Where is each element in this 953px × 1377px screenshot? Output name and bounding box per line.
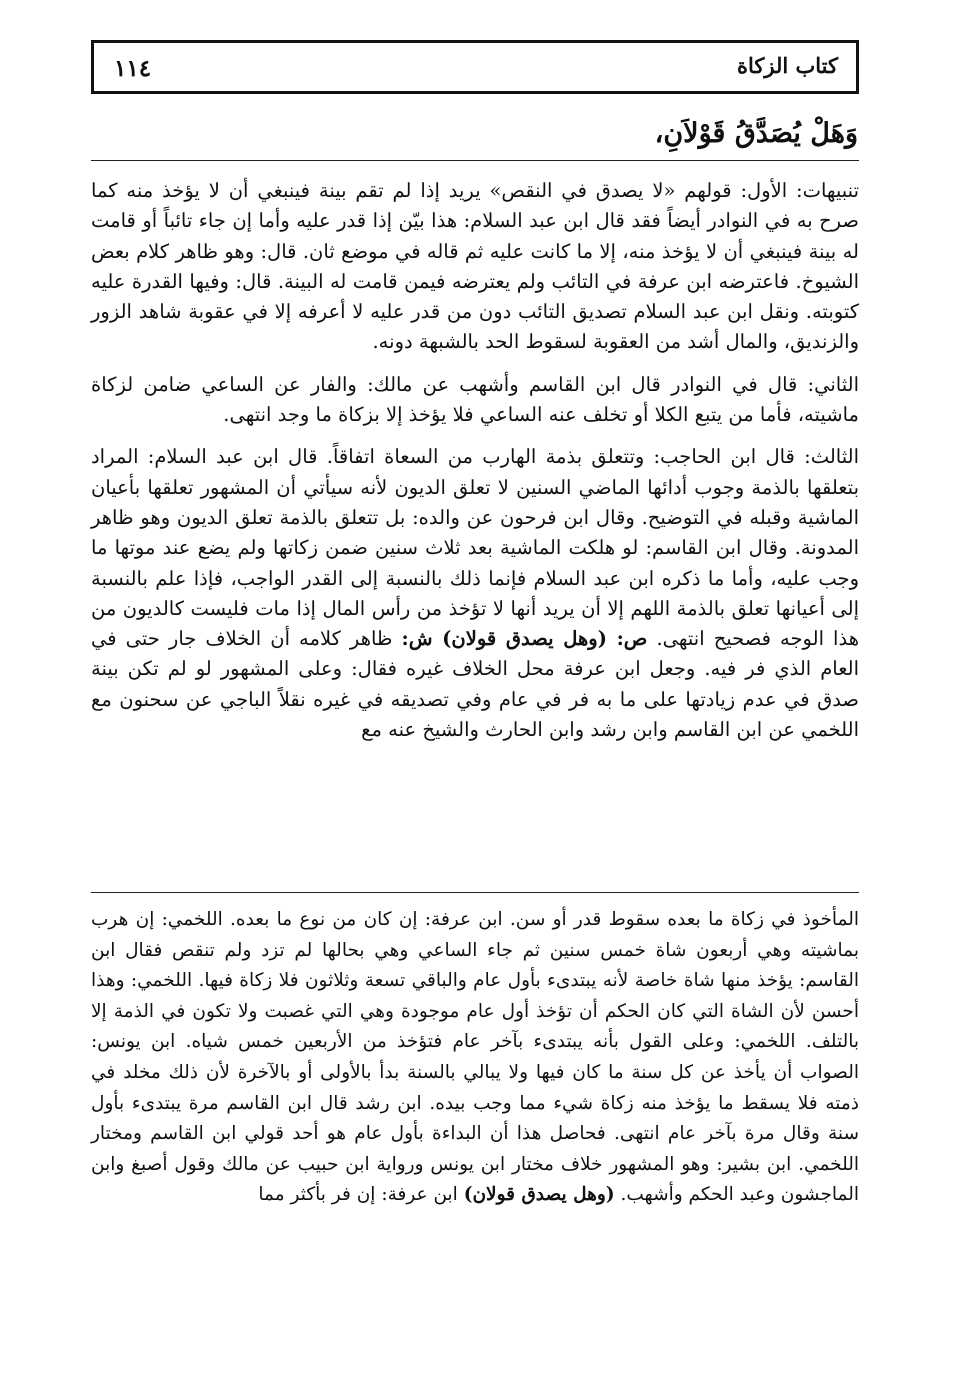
paragraph-third-note — [91, 442, 859, 745]
lower-matn-quote: (وهل يصدق قولان) — [463, 1184, 615, 1206]
matn-quote: ص: (وهل يصدق قولان) ش: — [401, 627, 648, 651]
lower-commentary — [91, 905, 859, 1211]
footnote-divider — [91, 892, 859, 893]
third-note-continuation: ظاهر كلامه أن الخلاف جار حتى في العام الذي فر فيه. وجعل ابن عرفة محل الخلاف غيره فقال: وعلى المشهور لو لم تكن بينة صدق في عدم زيادتها على ما به فر في عام وفي تصديقه في غيره نقلاً الباجي عن سحنون مع اللخمي عن ابن القاسم وابن رشد وابن الحارث والشيخ عنه مع — [91, 627, 859, 742]
book-title: كتاب الزكاة — [736, 53, 838, 78]
lower-text-continuation: ابن عرفة: إن فر بأكثر مما — [258, 1184, 464, 1206]
third-note-text: الثالث: قال ابن الحاجب: وتتعلق بذمة الهارب من السعاة اتفاقاً. قال ابن عبد السلام: المراد بتعلقها بالذمة وجوب أدائها الماضي السنين لا تعلق الديون لأنه سيأتي أن المشهور تعلقها بأعيان الماشية وقبله في التوضيح. وقال ابن فرحون عن والده: بل تتعلق بالذمة تعلق الديون وهو ظاهر المدونة. وقال ابن القاسم: لو هلكت الماشية بعد ثلاث سنين ضمن زكاتها ولم يضع عند موتها ما وجب عليه، وأما ما ذكره ابن عبد السلام فإنما ذلك بالنسبة إلى القدر الواجب، فإذا علم بالنسبة إلى أعيانها تعلق بالذمة اللهم إلا أن يريد أنها لا تؤخذ من رأس المال إذا مات فليست كالديون من هذا الوجه فصحيح انتهى. — [91, 445, 859, 651]
paragraph-second-note: الثاني: قال في النوادر قال ابن القاسم وأشهب عن مالك: والفار عن الساعي ضامن لزكاة ماشيته، فأما من يتبع الكلا أو تخلف عنه الساعي فلا يؤخذ إلا بزكاة ما وجد انتهى. — [91, 372, 859, 427]
sharh-commentary — [91, 176, 859, 745]
matn-divider — [91, 160, 859, 161]
page-number: ١١٤ — [114, 55, 152, 82]
lower-text: المأخوذ في زكاة ما بعده سقوط قدر أو سن. ابن عرفة: إن كان من نوع ما بعده. اللخمي: إن هرب بماشيته وهي أربعون شاة خمس سنين ثم جاء الساعي وهي بحالها لم تزد ولم تنقص فقال ابن القاسم: يؤخذ منها شاة خاصة لأنه يبتدىء بأول عام والباقي تسعة وثلاثون فلا زكاة فيها. اللخمي: وهذا أحسن لأن الشاة التي كان الحكم أن تؤخذ أول عام موجودة وهي التي غصبت ولا تكون في الذمة إلا بالتلف. اللخمي: وعلى القول بأنه يبتدىء بآخر عام فتؤخذ من الأربعين خمس شياه. ابن يونس: الصواب أن يأخذ عن كل سنة ما كان فيها ولا يبالي بالسنة بدأ بالأولى أو بالآخرة لأن ذلك مخلد في ذمته فلا يسقط ما يؤخذ منه زكاة شيء مما وجب بيده. ابن رشد قال ابن القاسم مرة يبتدىء بأول سنة وقال مرة بآخر عام انتهى. فحاصل هذا أن البداءة بأول عام هو أحد قولي ابن القاسم ومختار اللخمي. ابن بشير: وهو المشهور خلاف مختار ابن يونس ورواية ابن حبيب عن مالك وقول أصبغ وابن الماجشون وعبد الحكم وأشهب. — [91, 909, 859, 1206]
matn-text: وَهَلْ يُصَدَّقُ قَوْلاَنِ، — [654, 118, 858, 149]
running-header — [91, 40, 859, 94]
lower-commentary-paragraph — [91, 905, 859, 1211]
paragraph-first-note: تنبيهات: الأول: قولهم «لا يصدق في النقص» يريد إذا لم تقم بينة فينبغي أن لا يؤخذ منه كما صرح به في النوادر أيضاً فقد قال ابن عبد السلام: هذا بيّن إذا قدر عليه وأما إن جاء تائباً أو قامت له بينة فينبغي أن لا يؤخذ منه، إلا ما كانت عليه ثم قاله في موضع ثان. قال: وهو ظاهر كلام بعض الشيوخ. فاعترضه ابن عرفة في التائب ولم يعترضه فيمن قامت له البينة. قال: وفيها القدرة عليه كتوبته. ونقل ابن عبد السلام تصديق التائب دون من قدر عليه لا أعرفه إلا في عقوبة شاهد الزور والزنديق، والمال أشد من العقوبة لسقوط الحد بالشبهة دونه. — [91, 179, 859, 354]
